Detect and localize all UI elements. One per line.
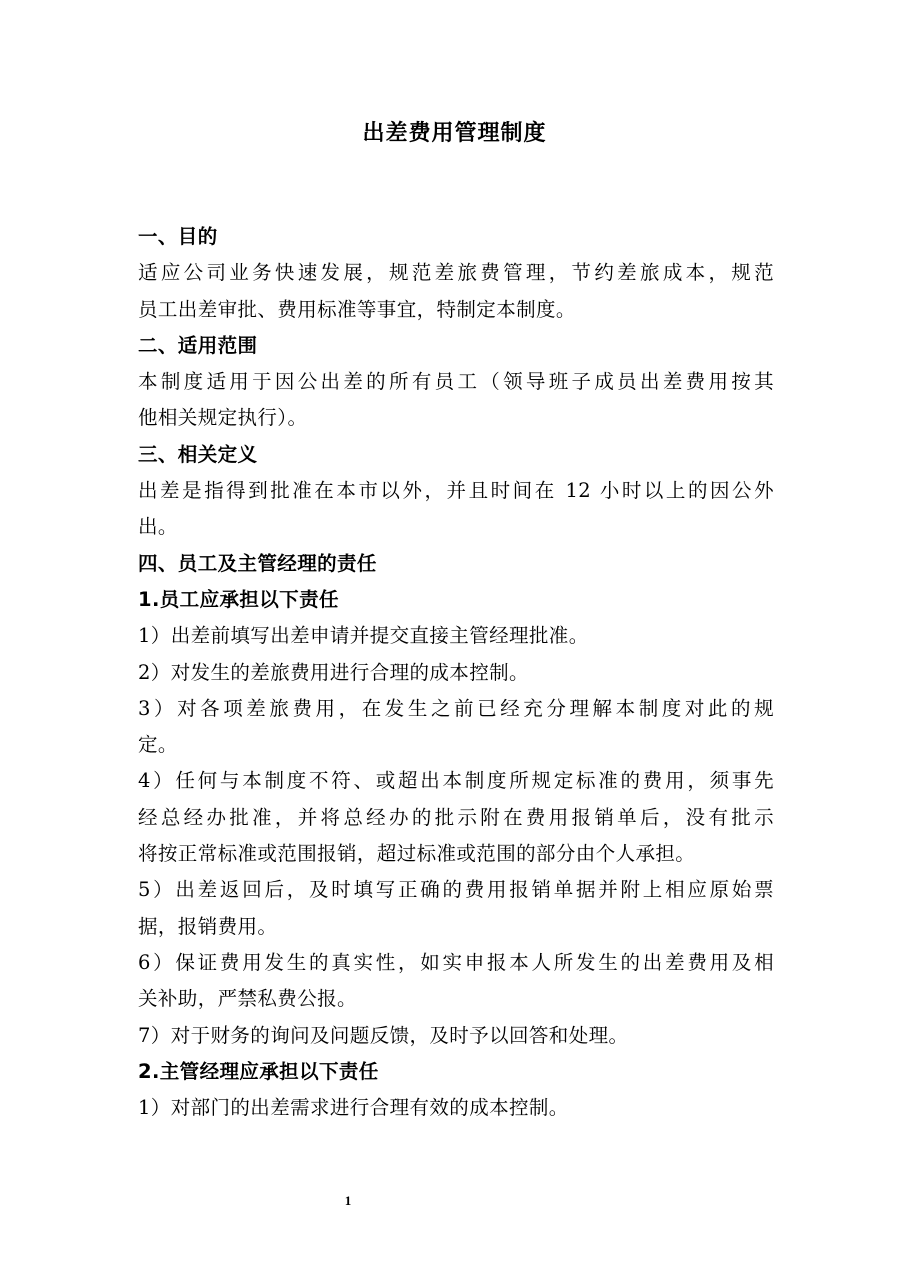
section-heading: 一、目的 [138,225,218,248]
paragraph-line: 他相关规定执行）。 [138,406,308,430]
section-heading: 二、适用范围 [138,333,258,357]
paragraph-line: 5）出差返回后，及时填写正确的费用报销单据并附上相应原始票 [138,878,774,902]
section-heading: 四、员工及主管经理的责任 [138,551,377,575]
document-body [138,219,774,1126]
document-title: 出差费用管理制度 [362,121,547,146]
paragraph-line: 员工出差审批、费用标准等事宜，特制定本制度。 [138,297,576,321]
paragraph-line: 适应公司业务快速发展，规范差旅费管理，节约差旅成本，规范 [138,261,774,285]
paragraph-line: 本制度适用于因公出差的所有员工（领导班子成员出差费用按其 [138,370,774,394]
paragraph-line: 定。 [138,733,178,757]
paragraph-line: 1）出差前填写出差申请并提交直接主管经理批准。 [138,624,589,648]
section-heading: 三、相关定义 [138,442,258,466]
section-heading: 1.员工应承担以下责任 [138,587,339,611]
paragraph-line: 3）对各项差旅费用，在发生之前已经充分理解本制度对此的规 [138,696,774,720]
page-number: 1 [344,1193,352,1208]
paragraph-line: 出。 [138,515,178,539]
paragraph-line: 出差是指得到批准在本市以外，并且时间在 12 小时以上的因公外 [138,479,774,503]
section-heading: 2.主管经理应承担以下责任 [138,1059,379,1083]
paragraph-line: 1）对部门的出差需求进行合理有效的成本控制。 [138,1096,569,1120]
paragraph-line: 2）对发生的差旅费用进行合理的成本控制。 [138,660,529,684]
paragraph-line: 4）任何与本制度不符、或超出本制度所规定标准的费用，须事先 [138,769,774,793]
paragraph-line: 7）对于财务的询问及问题反馈，及时予以回答和处理。 [138,1023,629,1047]
paragraph-line: 经总经办批准，并将总经办的批示附在费用报销单后，没有批示 [138,805,774,829]
paragraph-line: 据，报销费用。 [138,914,278,938]
paragraph-line: 6）保证费用发生的真实性，如实申报本人所发生的出差费用及相 [138,950,774,974]
paragraph-line: 将按正常标准或范围报销，超过标准或范围的部分由个人承担。 [138,842,696,866]
paragraph-line: 关补助，严禁私费公报。 [138,987,357,1011]
